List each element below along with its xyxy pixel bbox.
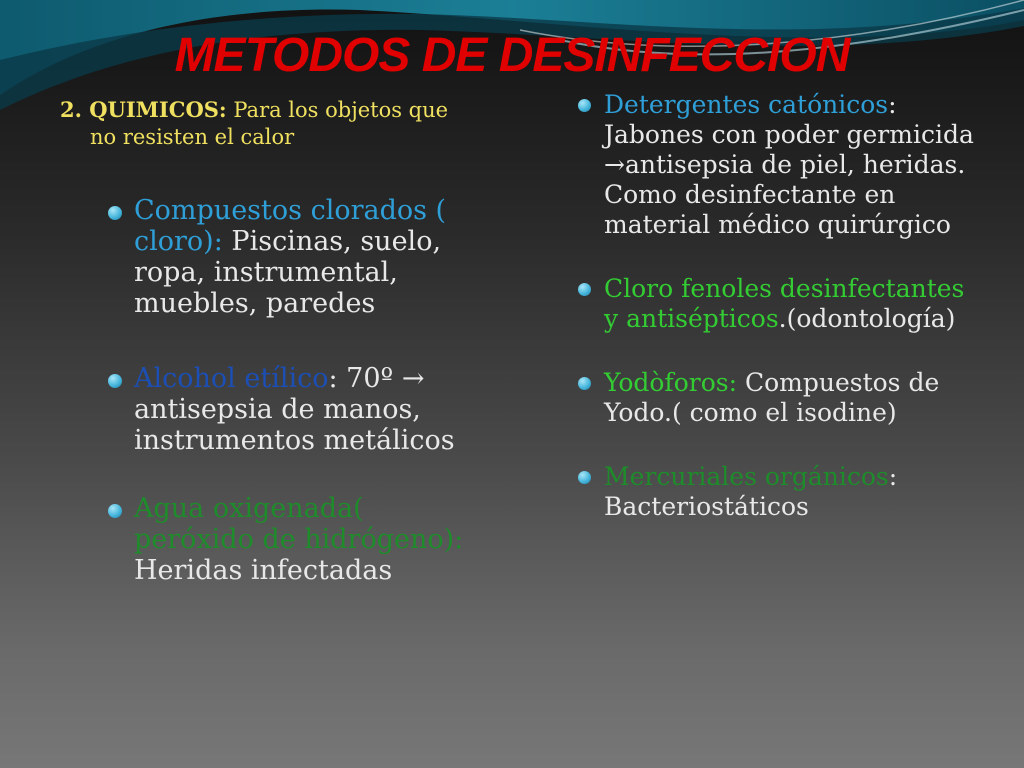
item-separator: : — [888, 462, 898, 491]
bullet-dot-icon — [578, 283, 591, 296]
list-item — [578, 90, 978, 240]
list-item — [578, 274, 978, 334]
list-item — [578, 368, 978, 428]
list-item — [60, 195, 480, 319]
right-column — [578, 90, 978, 556]
subheading-text: Para los objetos que no resisten el calor — [90, 98, 449, 149]
item-pre: : 70º — [328, 363, 402, 394]
item-text: Heridas infectadas — [134, 555, 393, 586]
item-term: Yodòforos: — [604, 368, 737, 397]
bullet-dot-icon — [578, 471, 591, 484]
bullet-dot-icon — [108, 374, 122, 388]
left-column — [60, 96, 480, 623]
subheading-number-label: 2. QUIMICOS: — [60, 97, 227, 122]
arrow-icon: → — [604, 150, 625, 179]
left-bullet-list — [60, 195, 480, 586]
slide-title: METODOS DE DESINFECCION — [174, 29, 850, 82]
bullet-dot-icon — [578, 377, 591, 390]
list-item — [60, 493, 480, 586]
section-subheading — [60, 96, 480, 151]
bullet-dot-icon — [578, 99, 591, 112]
item-term: Agua oxigenada( peróxido de hidrógeno): — [134, 493, 464, 555]
item-text-continued: antisepsia de piel, heridas. Como desinfectante en material médico quirúrgico — [604, 150, 966, 239]
item-term: Detergentes catónicos — [604, 90, 889, 119]
item-text: Jabones con poder germicida — [604, 120, 974, 149]
item-text: Piscinas, suelo, ropa, instrumental, muebles, paredes — [134, 226, 442, 319]
item-text: Bacteriostáticos — [604, 492, 809, 521]
item-term: Cloro fenoles desinfectantes y antisépticos — [604, 274, 965, 333]
bullet-dot-icon — [108, 504, 122, 518]
list-item — [60, 363, 480, 456]
list-item — [578, 462, 978, 522]
item-term: Mercuriales orgánicos — [604, 462, 889, 491]
item-separator: : — [888, 90, 897, 119]
item-text: Compuestos de Yodo.( como el isodine) — [604, 368, 940, 427]
item-term: Compuestos clorados ( cloro): — [134, 195, 447, 257]
item-text: antisepsia de manos, instrumentos metálicos — [134, 394, 455, 456]
bullet-dot-icon — [108, 206, 122, 220]
right-bullet-list — [578, 90, 978, 522]
item-term: Alcohol etílico — [134, 363, 329, 394]
item-text: .(odontología) — [778, 304, 956, 333]
arrow-icon: → — [401, 363, 425, 394]
